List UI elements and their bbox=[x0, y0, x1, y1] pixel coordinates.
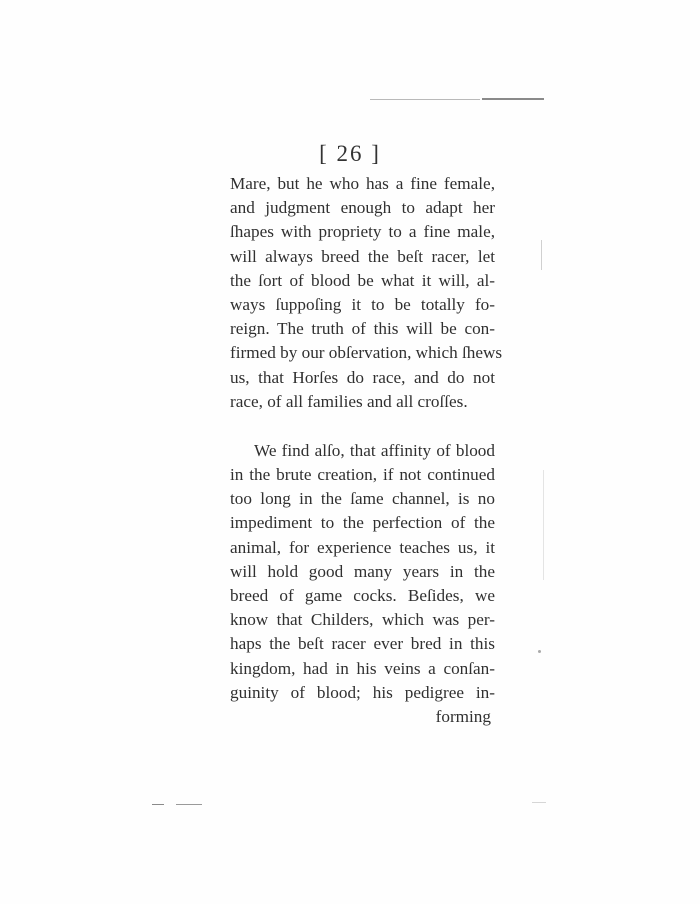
text-line: ſhapes with propriety to a fine male, bbox=[230, 222, 495, 242]
text-line: the ſort of blood be what it will, al- bbox=[230, 270, 495, 290]
text-line: haps the beſt racer ever bred in this bbox=[230, 634, 495, 654]
scan-artifact-right-edge-lower bbox=[543, 470, 544, 580]
text-line: and judgment enough to adapt her bbox=[230, 198, 495, 218]
scan-artifact-top-right-dark bbox=[482, 98, 544, 100]
text-line: firmed by our obſervation, which ſhews bbox=[230, 343, 503, 363]
text-line: impediment to the perfection of the bbox=[230, 513, 495, 533]
text-line: race, of all families and all croſſes. bbox=[230, 391, 468, 411]
text-line: ways ſuppoſing it to be totally fo- bbox=[230, 294, 495, 314]
text-line: us, that Horſes do race, and do not bbox=[230, 367, 495, 387]
text-line: breed of game cocks. Beſides, we bbox=[230, 586, 495, 605]
text-line: know that Childers, which was per- bbox=[230, 610, 495, 630]
text-line: too long in the ſame channel, is no bbox=[230, 489, 495, 509]
page-number: [ 26 ] bbox=[319, 141, 381, 166]
text-line: kingdom, had in his veins a conſan- bbox=[230, 658, 495, 678]
paragraph-2 bbox=[230, 439, 495, 705]
text-line: animal, for experience teaches us, it bbox=[230, 537, 495, 557]
text-line: Mare, but he who has a fine female, bbox=[230, 174, 495, 193]
scan-artifact-dot bbox=[538, 650, 541, 653]
text-line: will always breed the beſt racer, let bbox=[230, 246, 495, 266]
scan-artifact-top-right bbox=[370, 99, 480, 100]
paragraph-gap bbox=[230, 414, 495, 439]
text-line: We find alſo, that affinity of blood bbox=[254, 440, 495, 460]
catchword: forming bbox=[435, 706, 491, 726]
scan-artifact-bottom-left-2 bbox=[176, 804, 202, 805]
body-text bbox=[230, 172, 503, 729]
scan-artifact-bottom-right bbox=[532, 802, 546, 803]
scan-artifact-right-edge bbox=[541, 240, 542, 270]
scan-artifact-bottom-left bbox=[152, 804, 164, 805]
paragraph-1 bbox=[230, 172, 503, 414]
text-line: will hold good many years in the bbox=[230, 561, 495, 581]
text-line: in the brute creation, if not continued bbox=[230, 465, 495, 485]
text-line: reign. The truth of this will be con- bbox=[230, 319, 495, 339]
text-line: guinity of blood; his pedigree in- bbox=[230, 682, 495, 702]
